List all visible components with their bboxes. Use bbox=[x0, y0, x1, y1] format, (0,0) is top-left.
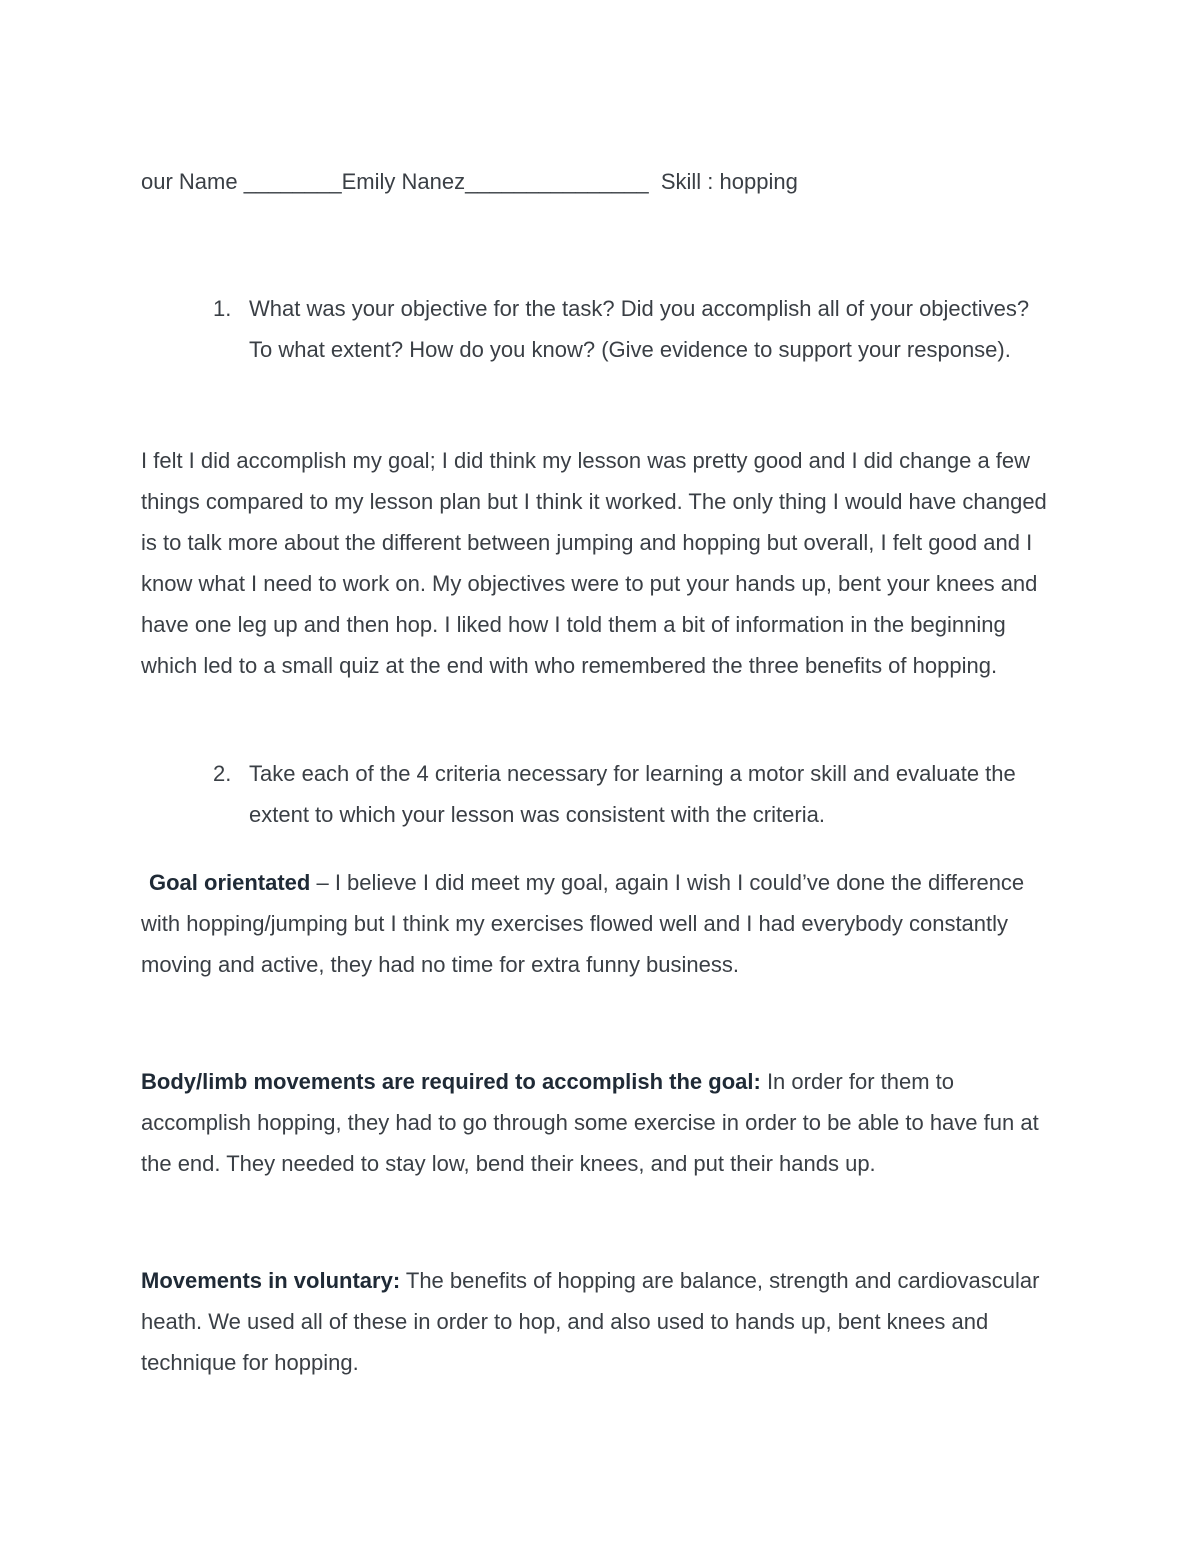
criterion-goal-separator: – bbox=[310, 870, 335, 895]
criterion-voluntary bbox=[141, 1260, 1066, 1383]
criterion-body-limb bbox=[141, 1061, 1066, 1184]
criterion-voluntary-label: Movements in voluntary: bbox=[141, 1268, 401, 1293]
question-1 bbox=[213, 288, 1053, 370]
question-2 bbox=[213, 753, 1053, 835]
criterion-voluntary-text: The benefits of hopping are balance, strength and cardiovascular heath. We used all of these in order to hop, and also used to hands up, bent knees and technique for hopping. bbox=[141, 1268, 1040, 1375]
criterion-body-label: Body/limb movements are required to accomplish the goal: bbox=[141, 1069, 761, 1094]
question-1-text: What was your objective for the task? Did you accomplish all of your objectives? To what extent? How do you know? (Give evidence to support your response). bbox=[249, 296, 1030, 362]
question-1-number: 1. bbox=[213, 296, 232, 321]
question-2-text: Take each of the 4 criteria necessary for learning a motor skill and evaluate the extent to which your lesson was consistent with the criteria. bbox=[249, 761, 1016, 827]
criterion-goal-orientated bbox=[141, 862, 1066, 985]
criterion-body-text: In order for them to accomplish hopping, they had to go through some exercise in order to be able to have fun at the end. They needed to stay low, bend their knees, and put their hands up. bbox=[141, 1069, 1039, 1176]
criterion-goal-text: I believe I did meet my goal, again I wish I could’ve done the difference with hopping/jumping but I think my exercises flowed well and I had everybody constantly moving and active, they had no time for extra funny business. bbox=[141, 870, 1025, 977]
criterion-goal-label: Goal orientated bbox=[149, 870, 311, 895]
answer-1-paragraph: I felt I did accomplish my goal; I did think my lesson was pretty good and I did change a few things compared to my lesson plan but I think it worked. The only thing I would have changed is to talk more about the different between jumping and hopping but overall, I felt good and I know what I need to work on. My objectives were to put your hands up, bent your knees and have one leg up and then hop. I liked how I told them a bit of information in the beginning which led to a small quiz at the end with who remembered the three benefits of hopping. bbox=[141, 448, 1047, 678]
question-2-number: 2. bbox=[213, 761, 232, 786]
name-skill-line: our Name ________Emily Nanez_______________ Skill : hopping bbox=[141, 169, 798, 194]
